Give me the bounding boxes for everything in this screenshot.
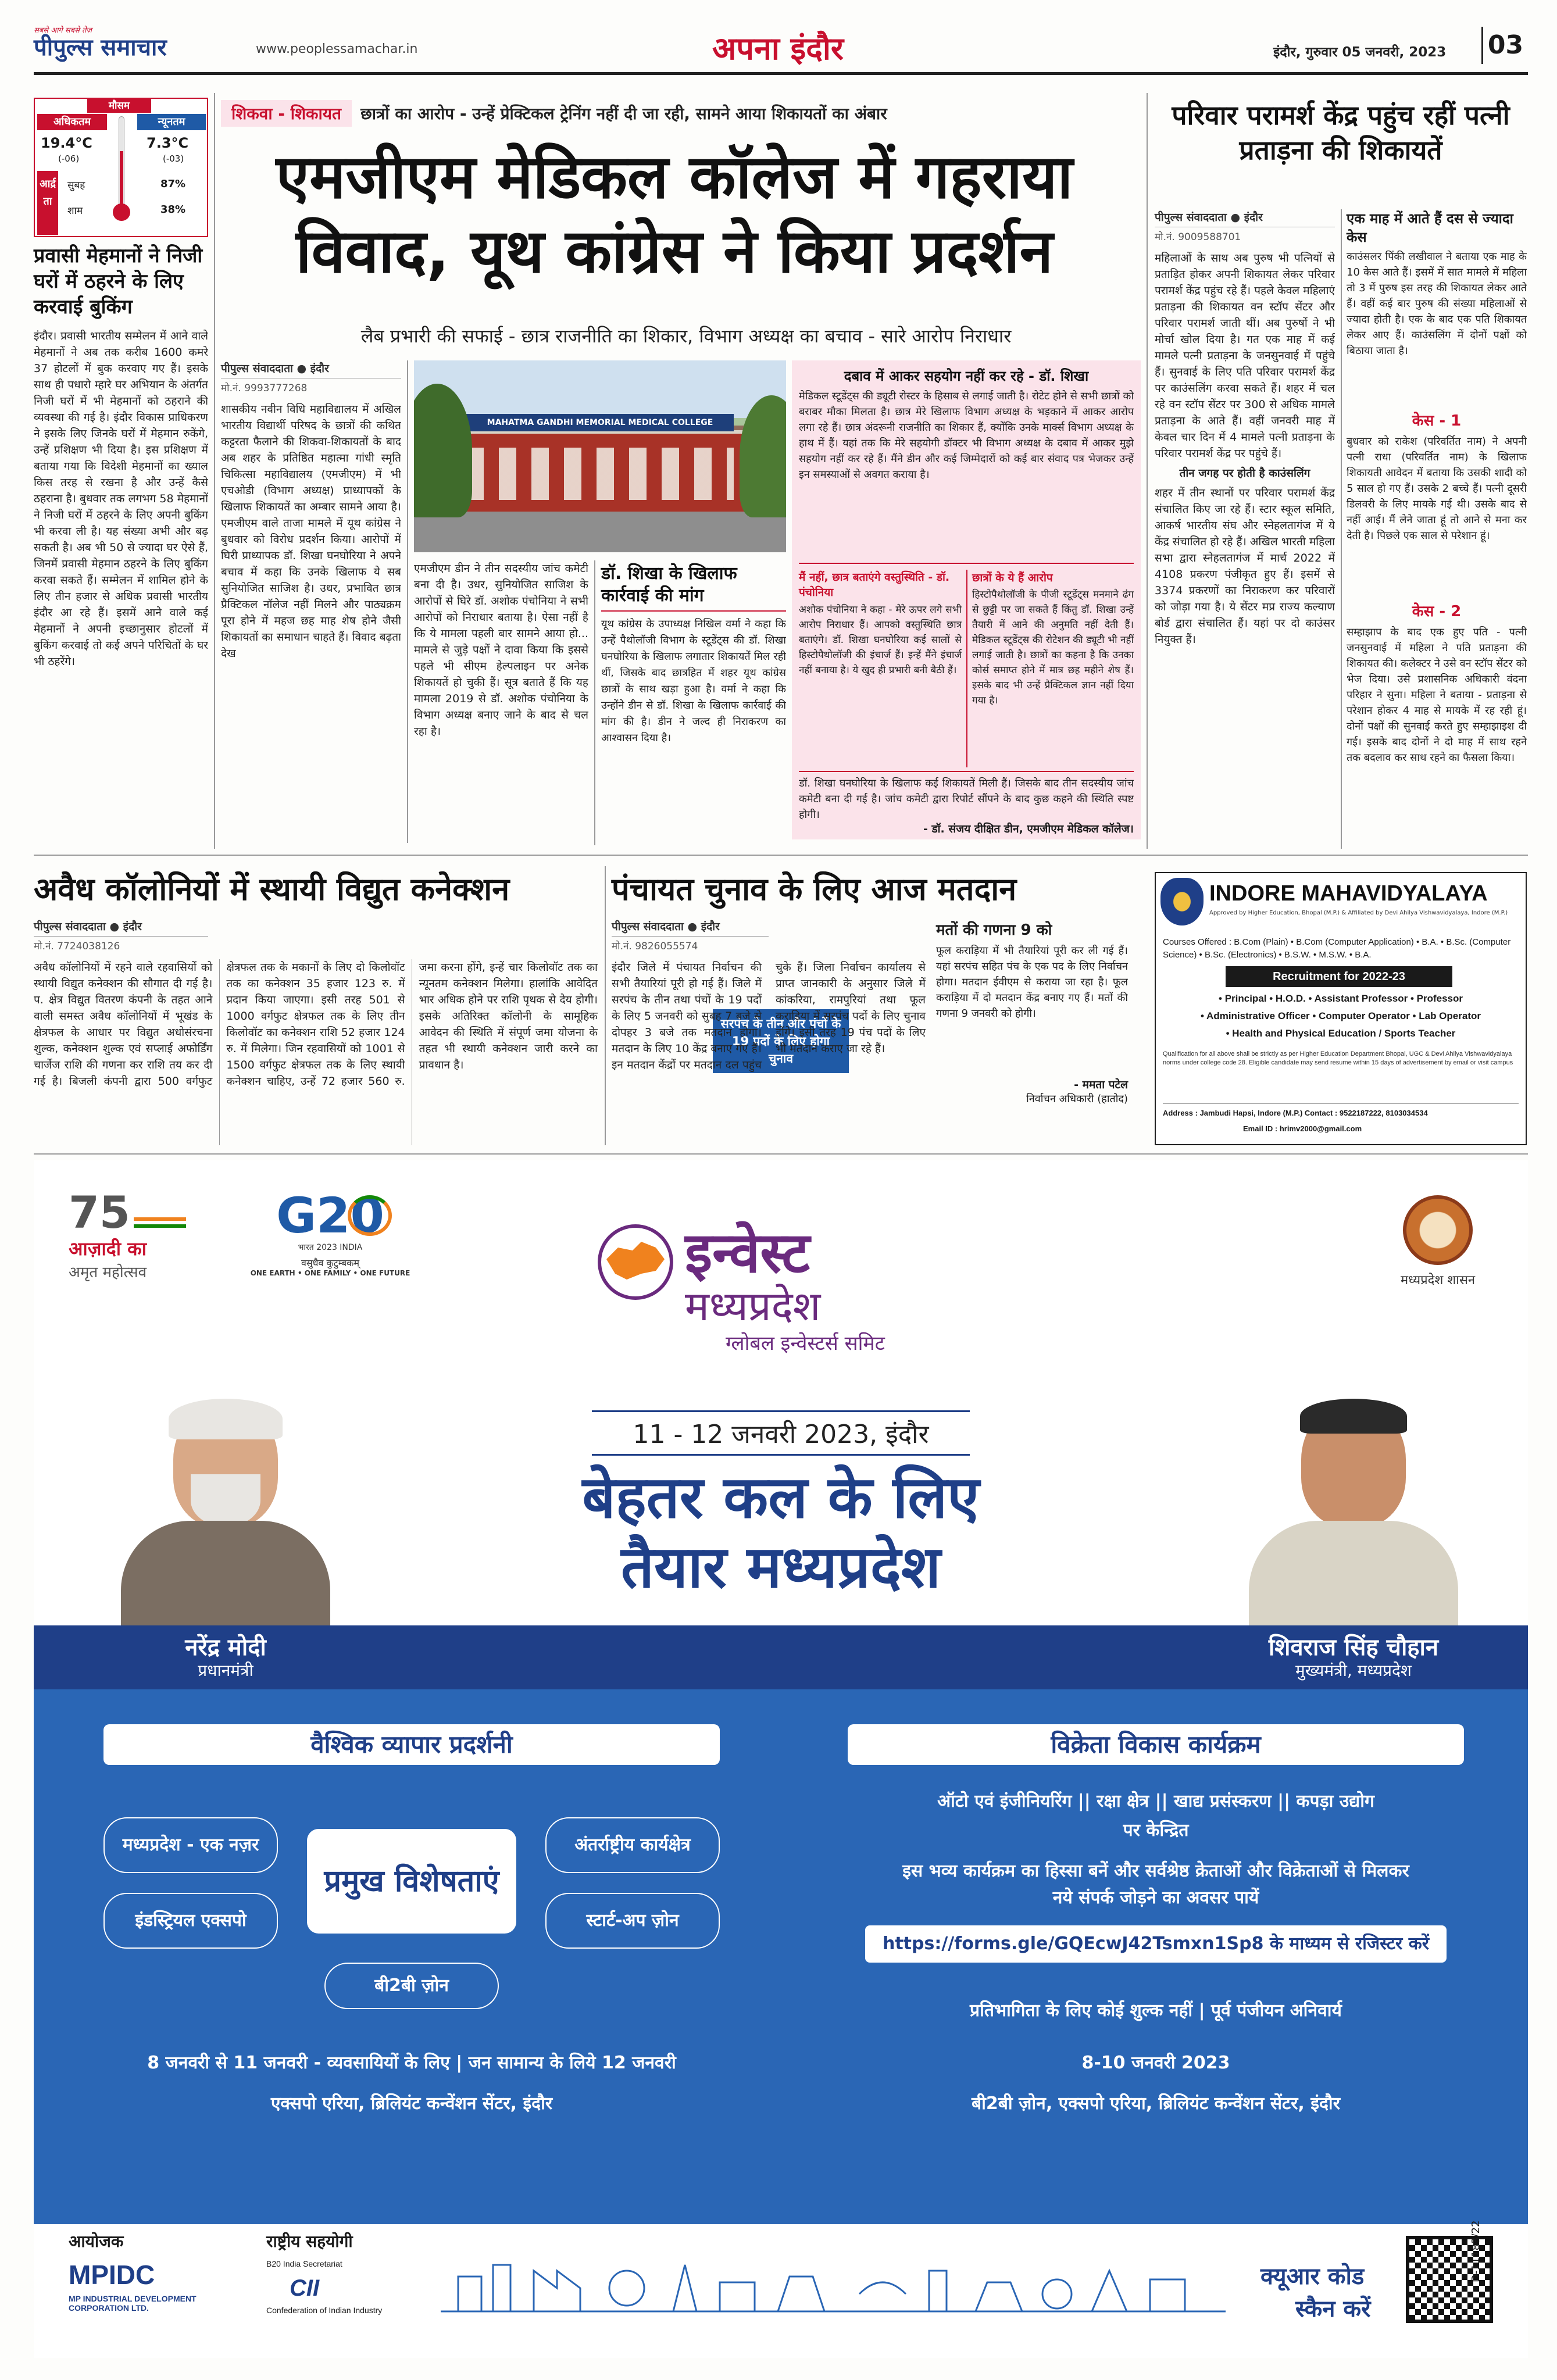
expo-point-international: अंतर्राष्ट्रीय कार्यक्षेत्र	[545, 1817, 720, 1873]
dean-sign: - डॉ. संजय दीक्षित डीन, एमजीएम मेडिकल कॉलेज।	[923, 823, 1134, 835]
shikha-head: दबाव में आकर सहयोग नहीं कर रहे - डॉ. शिखा	[844, 368, 1089, 384]
organizer-name: MP INDUSTRIAL DEVELOPMENT CORPORATION LTD.	[69, 2294, 197, 2313]
lotus-icon	[348, 1195, 392, 1236]
main-mobile: मो.नं. 9993777268	[221, 383, 308, 394]
g20-tagline: ONE EARTH • ONE FAMILY • ONE FUTURE	[250, 1269, 410, 1277]
count-head: मतों की गणना 9 को	[936, 921, 1052, 939]
qr-label-1: क्यूआर कोड	[1260, 2263, 1365, 2290]
column-rule	[1147, 93, 1148, 849]
azadi-75-mark: 75	[69, 1189, 220, 1236]
college-address: Address : Jambudi Hapsi, Indore (M.P.) Contact : 9522187222, 8103034534	[1163, 1103, 1519, 1117]
tree	[740, 395, 786, 517]
column-rule	[214, 93, 215, 849]
main-byline-block	[221, 360, 401, 394]
vendor-line4: नये संपर्क जोड़ने का अवसर पायें	[1052, 1888, 1259, 1908]
colony-byline: पीपुल्स संवाददाता ● इंदौर	[34, 919, 208, 937]
college-email: Email ID : hrimv2000@gmail.com	[1243, 1124, 1362, 1133]
kicker-text: छात्रों का आरोप - उन्हें प्रेक्टिकल ट्रेनिंग नहीं दी जा रही, सामने आया शिकायतों का अंबार	[360, 104, 887, 123]
vendor-register-link[interactable]: https://forms.gle/GQEcwJ42Tsmxn1Sp8 के माध्यम से रजिस्टर करें	[865, 1925, 1447, 1963]
recruit-banner: Recruitment for 2022-23	[1226, 966, 1452, 987]
paper-logo	[34, 24, 243, 59]
college-name: INDORE MAHAVIDYALAYA	[1209, 881, 1488, 906]
issue-date: इंदौर, गुरुवार 05 जनवरी, 2023	[1273, 45, 1447, 60]
ad-footer	[34, 2220, 1528, 2358]
college-approval: Approved by Higher Education, Bhopal (M.P.) & Affiliated by Devi Ahilya Vishwavidyalaya, Indore (M.P.)	[1209, 910, 1508, 916]
vendor-venue: बी2बी ज़ोन, एक्सपो एरिया, ब्रिलियंट कन्वेंशन सेंटर, इंदौर	[972, 2093, 1340, 2114]
panel-rule	[799, 771, 1134, 772]
panchayat-headline: पंचायत चुनाव के लिए आज मतदान	[612, 871, 1017, 907]
partner-logo: CII	[290, 2275, 320, 2301]
g20-sub: भारत 2023 INDIA	[298, 1243, 363, 1252]
partner-name: Confederation of Indian Industry	[266, 2306, 383, 2315]
college-photo	[414, 360, 786, 552]
main-kicker	[221, 100, 1128, 129]
slogan-line1: बेहतर कल के लिए	[582, 1463, 980, 1531]
statement-panel	[792, 360, 1141, 839]
section-rule	[34, 1153, 1528, 1155]
column-rule	[407, 360, 408, 843]
building-windows	[466, 448, 734, 500]
tree	[414, 384, 472, 517]
azadi-line1: आज़ादी का	[69, 1238, 147, 1260]
college-crest-icon	[1160, 878, 1204, 925]
case2-body: सम्हाझाप के बाद एक हुए पति - पत्नी जनसुनवाई में महिला ने पति प्रताड़ना की शिकायत की। कलेक्टर ने उसे वन स्टॉप सेंटर को भेज दिया। उसे प्रशासनिक अधिकारी वंदना परिहार ने सुना। महिला ने बताया - प्रताड़ना से परेशान होकर 4 माह से मायके में रह रही हूं। दोनों पक्षों की सुनवाई करते हुए सम्हाझाइश दी गई। इसके बाद दोनों ने दो माह में साथ रहने तक बदलाव कर साथ रहने का फैसला किया।	[1347, 626, 1527, 764]
expo-point-b2b: बी2बी ज़ोन	[324, 1963, 499, 2009]
expo-venue: एक्सपो एरिया, ब्रिलियंट कन्वेंशन सेंटर, इंदौर	[270, 2093, 553, 2114]
recruit-posts-2: • Administrative Officer • Computer Operator • Lab Operator	[1201, 1010, 1481, 1021]
main-col1: शासकीय नवीन विधि महाविद्यालय में अखिल भारतीय विद्यार्थी परिषद के छात्रों की कथित कट्टरता फैलाने की शिकवा-शिकायतों के बाद अब शहर के प्रतिष्ठित महात्मा गांधी स्मृति चिकित्सा महाविद्यालय (एमजीएम) में भी एचओडी (विभाग अध्यक्ष) प्राध्यापकों के खिलाफ शिकायतें का अम्बार सामने आया है। एमजीएम वाले ताजा मामले में यूथ कांग्रेस ने बुधवार को विरोध प्रदर्शन किया। आरोपों में घिरी प्राध्यापक डॉ. शिखा घनघोरिया ने अपने बचाव में कहा कि उनके खिलाफ ये सब सुनियोजित साजिश है। उधर, प्रभावित छात्र प्रैक्टिकल नॉलेज नहीं मिलने और पाठ्यक्रम पूरा होने में महज छह माह शेष होने जैसी शिकायतों का समाधान चाहते हैं। विवाद बढ़ता देख	[221, 403, 401, 660]
masthead	[0, 0, 1557, 76]
paper-name: पीपुल्स समाचार	[34, 34, 167, 61]
paper-tagline: सबसे आगे सबसे तेज़	[34, 26, 92, 35]
panchayat-byline: पीपुल्स संवाददाता ● इंदौर	[612, 919, 769, 937]
qr-label-2: स्कैन करें	[1295, 2296, 1371, 2322]
website: www.peoplessamachar.in	[256, 42, 418, 56]
panchayat-body: इंदौर जिले में पंचायत निर्वाचन की सभी तैयारियां पूरी हो गई हैं। जिले में सरपंच के तीन तथा पंचों के 19 पदों के लिए 5 जनवरी को सुबह 7 बजे से दोपहर 3 बजे तक मतदान होगा। मतदान के लिए 10 केंद्र बनाए गए हैं। इन मतदान केंद्रों पर मतदान दल पहुंच चुके हैं। जिला निर्वाचन कार्यालय से प्राप्त जानकारी के अनुसार जिले में कांकरिया, रामपुरियां तथा फूल कराड़िया में सरपंच पदों के लिए चुनाव होंगे। इसी तरह 19 पंच पदों के लिए भी मतदान कराए जा रहे हैं।	[612, 961, 926, 1071]
expo-head: वैश्विक व्यापार प्रदर्शनी	[103, 1724, 720, 1765]
right-headline: परिवार परामर्श केंद्र पहुंच रहीं पत्नी प्रताड़ना की शिकायतें	[1172, 99, 1510, 166]
vendor-dates: 8-10 जनवरी 2023	[1081, 2053, 1230, 2073]
right-body2-text: शहर में तीन स्थानों पर परिवार परामर्श केंद्र संचालित किए जा रहे हैं। स्टार स्कूल समिति, आकर्ष भारतीय संघ और स्नेहलतागंज में ये केंद्र संचालित हो रहे हैं। अखिल भारती महिला सभा द्वारा स्नेहलतागंज में मार्च 2022 में 4108 प्रकरण पंजीकृत हुए हैं। इसमें से 3374 प्रकरणों का निराकरण कर परिवारों को जोड़ा गया है। ये सेंटर मप्र राज्य कल्याण बोर्ड द्वारा संचालित हैं। यहां पर दो काउंसर नियुक्त हैं।	[1155, 487, 1335, 646]
right-sub1: तीन जगह पर होती है काउंसलिंग	[1179, 467, 1310, 480]
expo-point-startup: स्टार्ट-अप ज़ोन	[545, 1893, 720, 1949]
weather-min-label: न्यूनतम	[137, 114, 206, 130]
right-body-text: महिलाओं के साथ अब पुरुष भी पत्नियों से प्रताड़ित होकर अपनी शिकायत लेकर परिवार परामर्श केंद्र पहुंच रहे हैं। पहले केवल महिलाएं प्रताड़ना की शिकायत वन स्टॉप सेंटर और परिवार परामर्श जाती थीं। अब पुरुषों ने भी मोर्चा खोल दिया है। गत एक माह में कई मामले पत्नी प्रताड़ना के जनसुनवाई में पहुंचे हैं। सुनवाई के लिए पति परिवार परामर्श केंद्र पर काउंसलिंग करवा सकते हैं। शहर में चल रहे वन स्टॉप सेंटर पर 300 से अधिक मामले प्रताड़ना के आते हैं। वहीं जनवरी माह में केवल चार दिन में 4 मामले पत्नी प्रताड़ना के परिवार परामर्श केंद्र पर पहुंचे हैं।	[1155, 252, 1335, 460]
pm-portrait	[103, 1393, 348, 1625]
colony-byline-block	[34, 919, 208, 952]
mp-emblem-icon	[1403, 1195, 1473, 1265]
demand-box-body: यूथ कांग्रेस के उपाध्यक्ष निखिल वर्मा ने कहा कि उन्हें पैथोलॉजी विभाग के स्टूडेंट्स की डॉ. शिखा घनघोरिया के खिलाफ लगातार शिकायतें मिल रही थीं, जिसके बाद छात्रहित में शहर यूथ कांग्रेस छात्रों के साथ खड़ा हुआ है। वर्मा ने कहा कि उन्होंने डीन से डॉ. शिखा के खिलाफ कार्रवाई की मांग की है। डीन ने जल्द ही निराकरण का आश्वासन दिया है।	[601, 618, 786, 744]
right-byline: पीपुल्स संवाददाता ● इंदौर	[1155, 209, 1335, 227]
panel-rule	[799, 563, 1134, 564]
colony-mobile: मो.नं. 7724038126	[34, 941, 120, 952]
weather-min-temp: 7.3°C	[147, 135, 189, 151]
recruit-note: Qualification for all above shall be strictly as per Higher Education Department Bhopal, UGC & Devi Ahilya Vishwavidyalaya norms under college code 28. Eligible candidate may send resume within 15 days of advertisement by email or visit campus	[1163, 1050, 1513, 1066]
azadi-logo	[69, 1189, 220, 1282]
summit-name: ग्लोबल इन्वेस्टर्स समिट	[726, 1332, 885, 1355]
panch-head: मैं नहीं, छात्र बताएंगे वस्तुस्थिति - डॉ. पंचोनिया	[799, 571, 950, 599]
cm-name: शिवराज सिंह चौहान	[1268, 1634, 1439, 1661]
shikha-body: मेडिकल स्टूडेंट्स की ड्यूटी रोस्टर के हिसाब से लगाई जाती है। रोटेट होने से सभी छात्रों को बराबर मौका मिलता है। छात्र मेरे खिलाफ विभाग अध्यक्ष के भड़काने में आकर आरोप लगा रहे हैं। छात्र अंदरूनी राजनीति का शिकार हैं, क्योंकि उनके मार्क्स विभाग अध्यक्ष के हाथ में हैं। यहां तक कि मेरे सहयोगी डॉक्टर भी विभाग अध्यक्ष के दबाव में आकर मुझे सहयोग नहीं कर रहे हैं। मैंने डीन और कई जिम्मेदारों को कई बार संवाद पत्र भेजकर उन्हें इन समस्याओं से अवगत कराया है।	[799, 390, 1134, 481]
humidity-evening-label: शाम	[67, 205, 83, 217]
case2-label: केस - 2	[1412, 603, 1462, 620]
colony-headline: अवैध कॉलोनियों में स्थायी विद्युत कनेक्शन	[34, 871, 510, 907]
summit-dates: 11 - 12 जनवरी 2023, इंदौर	[592, 1410, 970, 1456]
organizer-label: आयोजक	[69, 2232, 124, 2251]
industry-skyline	[441, 2253, 1226, 2317]
right-body	[1155, 250, 1335, 849]
vendor-line3: इस भव्य कार्यक्रम का हिस्सा बनें और सर्वश्रेष्ठ क्रेताओं और विक्रेताओं से मिलकर	[902, 1861, 1409, 1881]
humidity-evening-value: 38%	[160, 203, 186, 216]
expo-point-mp: मध्यप्रदेश - एक नज़र	[103, 1817, 278, 1873]
pm-title: प्रधानमंत्री	[198, 1661, 253, 1680]
masthead-rule	[34, 72, 1528, 75]
pm-name: नरेंद्र मोदी	[185, 1634, 266, 1661]
column-rule	[605, 866, 606, 1145]
count-sign: - ममता पटेल	[1074, 1078, 1128, 1091]
panchayat-mobile: मो.नं. 9826055574	[612, 941, 698, 952]
humidity-label: आर्द्रता	[37, 171, 58, 235]
vendor-head: विक्रेता विकास कार्यक्रम	[848, 1724, 1464, 1765]
section-title: अपना इंदौर	[712, 30, 844, 67]
ad-code: D-11183/22	[1470, 2220, 1482, 2282]
column-rule	[1341, 209, 1342, 849]
case1-body: बुधवार को राकेश (परिवर्तित नाम) ने अपनी पत्नी राधा (परिवर्तित नाम) के खिलाफ शिकायती आवेदन में बताया कि उसकी शादी को 5 साल हो गए हैं। उसके 2 बच्चे हैं। पत्नी दूसरी डिलवरी के लिए मायके गई थी। उसके बाद से नहीं आई। मैं लेने जाता हूं तो आने से मना कर देती है। पिछले एक साल से परेशान हूं।	[1347, 435, 1527, 542]
panel-divider	[966, 570, 967, 767]
weather-min-diff: (-03)	[163, 153, 184, 164]
mp-emblem	[1394, 1195, 1481, 1311]
college-courses: Courses Offered : B.Com (Plain) • B.Com (Computer Application) • B.A. • B.Sc. (Computer Science) • B.Sc. (Electronics) • B.S.W. • M.S.W. • B.A.	[1163, 937, 1511, 960]
vote-count-box	[936, 919, 1128, 1145]
student-head: छात्रों के ये हैं आरोप	[972, 571, 1053, 584]
cm-portrait	[1231, 1393, 1476, 1625]
main-headline	[221, 140, 1128, 288]
left-story-body: इंदौर। प्रवासी भारतीय सम्मेलन में आने वाले मेहमानों ने अब तक करीब 1600 कमरे 37 होटलों में बुक करवाए गए हैं। इसके साथ ही पधारो म्हारे घर अभियान के अंतर्गत निजी घरों में भी मेहमानों को ठहराने की व्यवस्था की गई है। इंदौर विकास प्राधिकरण ने इसके लिए जिनके घरों में मेहमान रुकेंगे, उन्हें प्रशिक्षण भी दिया है। इस प्रशिक्षण में बताया गया कि विदेशी मेहमानों का ख्याल किस तरह से रखना है और उन्हें कैसे ठहराना है। बुधवार तक लगभग 58 मेहमानों ने निजी घरों में ठहरने के लिए अपनी बुकिंग भी करवा ली है। यह संख्या अभी और बढ़ सकती है। अब भी 50 से ज्यादा घर ऐसे हैं, जिनमें प्रवासी मेहमान ठहरने के लिए बुकिंग करवा सकते हैं। सम्मेलन में शामिल होने के लिए तीन हजार से अधिक प्रवासी भारतीय इंदौर आ रहे हैं। इसमें आने वाले कई मेहमानों ने अपनी इच्छानुसार होटलों में बुकिंग करवाई तो कई अपने परिचितों के घर भी ठहरेंगे।	[34, 330, 208, 668]
vendor-line5: प्रतिभागिता के लिए कोई शुल्क नहीं | पूर्व पंजीयन अनिवार्य	[970, 2000, 1342, 2021]
building-sign: MAHATMA GANDHI MEMORIAL MEDICAL COLLEGE	[466, 414, 734, 431]
demand-box	[601, 563, 786, 842]
expo-center: प्रमुख विशेषताएं	[307, 1829, 516, 1934]
recruit-posts-1: • Principal • H.O.D. • Assistant Professor • Professor	[1219, 993, 1463, 1004]
panchayat-byline-block	[612, 919, 769, 952]
side-body: काउंसलर पिंकी लखीवाल ने बताया एक माह के 10 केस आते हैं। इसमें में सात मामले में महिला तो 3 में पुरुष इस तरह की शिकायत लेकर आते हैं। वहीं कई बार पुरुष की संख्या महिलाओं से ज्यादा होती है। एक के बाद एक पति शिकायत लेकर आए हैं। काउंसलिंग में दोनों पक्षों को बिठाया जाता है।	[1347, 251, 1527, 357]
thermometer-icon	[112, 116, 131, 233]
expo-point-industrial: इंडस्ट्रियल एक्सपो	[103, 1893, 278, 1949]
g20-motto: वसुधैव कुटुम्बकम्	[301, 1257, 360, 1268]
weather-box	[34, 98, 208, 237]
demand-box-head: डॉ. शिखा के खिलाफ कार्रवाई की मांग	[601, 563, 786, 612]
page-number: 03	[1481, 27, 1528, 64]
recruit-posts-3: • Health and Physical Education / Sports Teacher	[1226, 1028, 1456, 1039]
left-story-headline: प्रवासी मेहमानों ने निजी घरों में ठहरने के लिए करवाई बुकिंग	[34, 244, 203, 319]
right-side-panel	[1347, 209, 1527, 849]
invest-mp-ad	[34, 1160, 1528, 2358]
vendor-line2: पर केन्द्रित	[1123, 1820, 1189, 1841]
partner-g20: B20 India Secretariat	[266, 2259, 342, 2268]
side-head: एक माह में आते हैं दस से ज्यादा केस	[1347, 210, 1513, 245]
section-rule	[34, 855, 1528, 856]
cm-title: मुख्यमंत्री, मध्यप्रदेश	[1295, 1661, 1412, 1680]
left-story	[34, 243, 208, 853]
mp-emblem-label: मध्यप्रदेश शासन	[1400, 1273, 1476, 1288]
dean-body: डॉ. शिखा घनघोरिया के खिलाफ कई शिकायतें मिली हैं। जिसके बाद तीन सदस्यीय जांच कमेटी बना दी गई है। जांच कमेटी द्वारा रिपोर्ट सौंपने के बाद कुछ कहने की स्थिति स्पष्ट होगी।	[799, 777, 1134, 821]
partner-label: राष्ट्रीय सहयोगी	[266, 2232, 353, 2251]
main-subhead: लैब प्रभारी की सफाई - छात्र राजनीति का शिकार, विभाग अध्यक्ष का बचाव - सारे आरोप निराधार	[360, 325, 1012, 347]
student-body: हिस्टोपैथोलॉजी के पीजी स्टूडेंट्स मनमाने ढंग से छुट्टी पर जा सकते हैं किंतु डॉ. शिखा उन्हें तैयारी में आने की अनुमति नहीं देती हैं। मेडिकल स्टूडेंट्स की रोटेशन की ड्यूटी भी नहीं लगाई जाती है। छात्रों का कहना है कि उनका कोर्स समाप्त होने में मात्र छह महीने शेष हैं। इसके बाद भी उन्हें प्रैक्टिकल ज्ञान नहीं दिया गया है।	[972, 589, 1134, 706]
right-mobile: मो.नं. 9009588701	[1155, 231, 1241, 243]
humidity-morning-label: सुबह	[67, 180, 85, 191]
vendor-line1: ऑटो एवं इंजीनियरिंग || रक्षा क्षेत्र || खाद्य प्रसंस्करण || कपड़ा उद्योग	[937, 1791, 1374, 1811]
main-col2: एमजीएम डीन ने तीन सदस्यीय जांच कमेटी बना दी है। उधर, सुनियोजित साजिश के आरोपों से घिरे डॉ. अशोक पंचोनिया ने सभी आरोपों को निराधार बताया है। ऐसा नहीं है कि ये मामला पहली बार सामने आया हो... मामले से जुड़े पक्षों ने दावा किया कि इससे पहले भी सीएम हेल्पलाइन पर अनेक शिकायतें हो चुकी हैं। सूत्र बताते हैं कि यह मामला 2019 से डॉ. अशोक पंचोनिया के विभाग अध्यक्ष बनाए जाने के बाद से चल रहा है।	[414, 562, 588, 738]
count-body: फूल कराड़िया में भी तैयारियां पूरी कर ली गई हैं। यहां सरपंच सहित पंच के एक पद के लिए निर्वाचन होगा। मतदान ईवीएम से कराया जा रहा है। फूल कराड़िया में दो मतदान केंद्र बनाए गए हैं। मतों की गणना 9 जनवरी को होगी।	[936, 945, 1128, 1020]
panch-body: अशोक पंचोनिया ने कहा - मेरे ऊपर लगे सभी आरोप निराधार हैं। आपको वस्तुस्थिति छात्र बताएंगे। डॉ. शिखा घनघोरिया कई सालों से हिस्टोपैथोलॉजी की इंचार्ज हैं। इन्हें मैंने इंचार्ज नहीं बनाया है। ये खुद ही प्रभारी बनी बैठी हैं।	[799, 604, 962, 676]
count-sign-title: निर्वाचन अधिकारी (हातोद)	[1026, 1093, 1128, 1105]
case1-label: केस - 1	[1412, 412, 1462, 430]
weather-max-temp: 19.4°C	[41, 135, 92, 151]
azadi-line2: अमृत महोत्सव	[69, 1264, 147, 1281]
g20-logo	[243, 1189, 417, 1294]
mp-map-icon	[592, 1224, 679, 1300]
panchayat-callout: सरपंच के तीन और पंचों के 19 पदों के लिए होगा चुनाव	[713, 1009, 849, 1073]
weather-max-diff: (-06)	[58, 153, 80, 164]
college-ad	[1155, 872, 1527, 1145]
colony-body: अवैध कॉलोनियों में रहने वाले रहवासियों को स्थायी विद्युत कनेक्शन की सौगात दी गई है। प. क्षेत्र विद्युत वितरण कंपनी के तहत आने वाली समस्त अवैध कॉलोनियों में भूखंड के क्षेत्रफल के आधार पर विद्युत अधोसंरचना शुल्क, कनेक्शन शुल्क एवं सप्लाई अफोर्डिंग चार्जेज राशि की गणना कर राशि तय कर दी गई है। बिजली कंपनी द्वारा 500 वर्गफुट क्षेत्रफल तक के मकानों के लिए दो किलोवॉट तक का कनेक्शन 35 हजार 123 रु. में प्रदान किया जाएगा। इसी तरह 501 से 1000 वर्गफुट क्षेत्रफल तक के लिए तीन किलोवॉट का कनेक्शन राशि 52 हजार 124 रु. में मिलेगा। जिन रहवासियों को 1001 से 1500 वर्गफुट क्षेत्रफल तक के लिए स्थायी कनेक्शन चाहिए, उन्हें 72 हजार 560 रु. जमा करना होंगे, इन्हें चार किलोवॉट तक का न्यूनतम कनेक्शन मिलेगा। हालांकि आवेदित भार अधिक होने पर राशि पृथक से देय होगी। इसके अतिरिक्त कॉलोनी के सामूहिक आवेदन की स्थिति में संपूर्ण जमा योजना के तहत भी स्थायी कनेक्शन जारी करने का प्रावधान है।	[34, 961, 598, 1088]
weather-max-label: अधिकतम	[37, 114, 107, 130]
kicker-tag: शिकवा - शिकायत	[221, 100, 352, 127]
invest-subtitle: मध्यप्रदेश	[685, 1282, 821, 1330]
humidity-morning-value: 87%	[160, 178, 186, 190]
main-byline: पीपुल्स संवाददाता ● इंदौर	[221, 360, 401, 378]
expo-dates: 8 जनवरी से 11 जनवरी - व्यवसायियों के लिए | जन सामान्य के लिये 12 जनवरी	[147, 2053, 676, 2073]
weather-title: मौसम	[87, 99, 151, 113]
organizer-logo: MPIDC	[69, 2260, 155, 2290]
right-byline-block	[1155, 209, 1335, 243]
column-rule	[594, 560, 595, 845]
invest-title: इन्वेस्ट	[685, 1220, 810, 1285]
college-ad-header	[1160, 878, 1521, 928]
g20-text: G20	[276, 1187, 384, 1244]
main-headline-line2: विवाद, यूथ कांग्रेस ने किया प्रदर्शन	[295, 216, 1054, 287]
main-headline-line1: एमजीएम मेडिकल कॉलेज में गहराया	[276, 141, 1073, 212]
slogan-line2: तैयार मध्यप्रदेश	[620, 1533, 941, 1601]
